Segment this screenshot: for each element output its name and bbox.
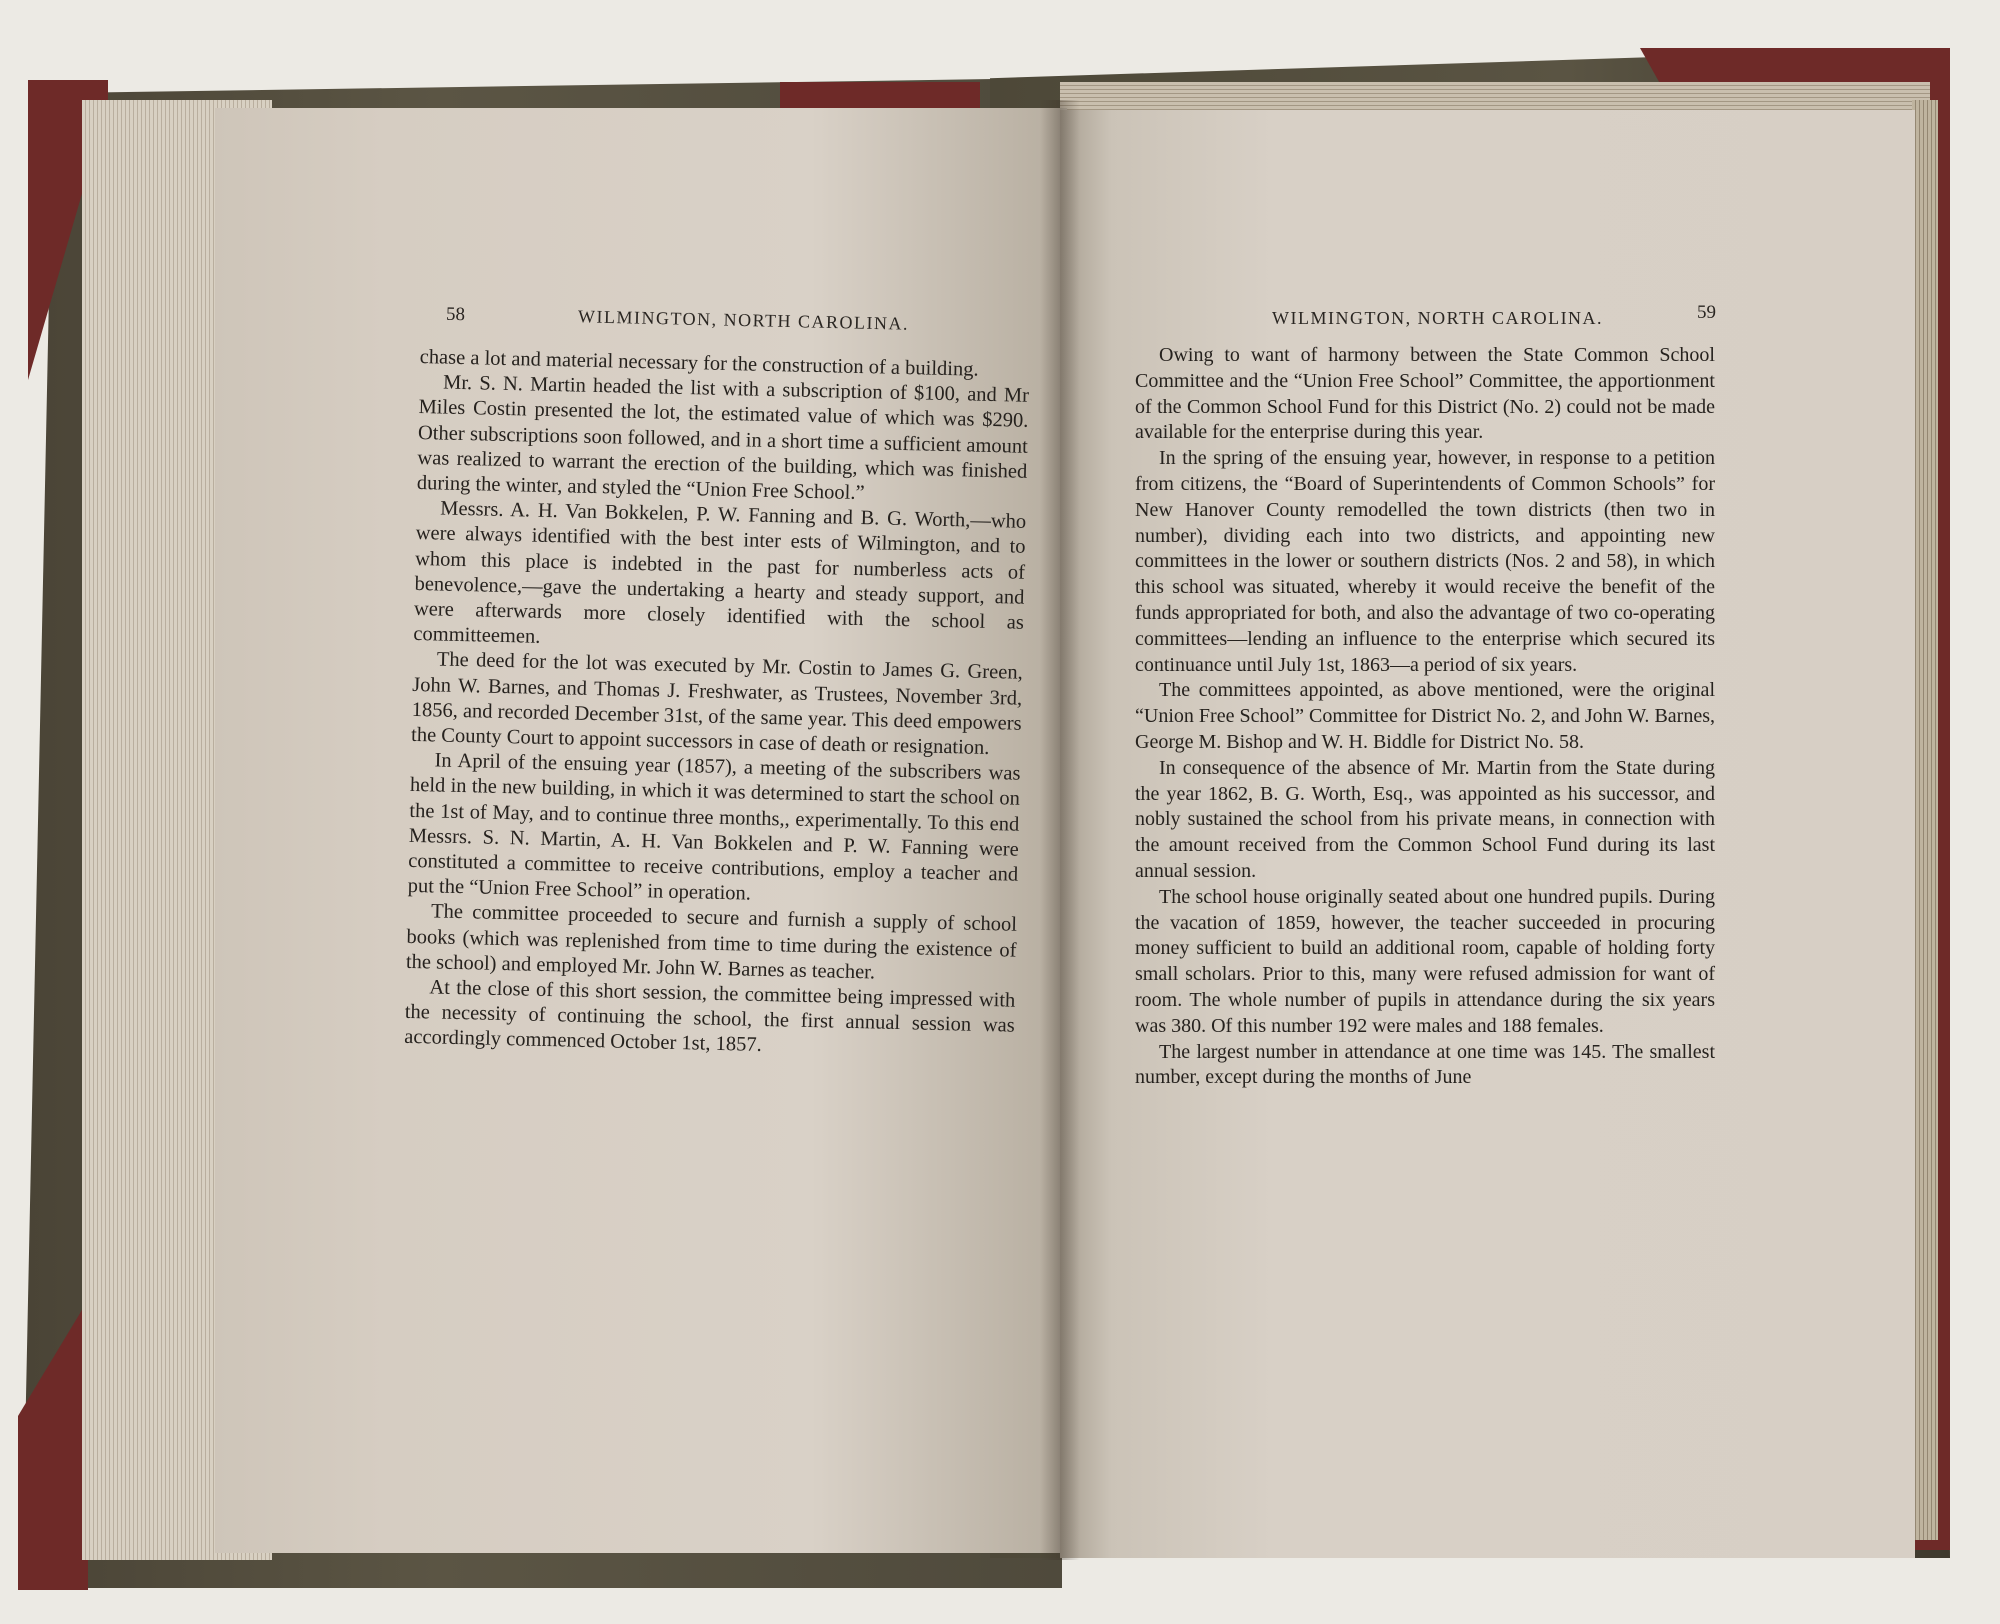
paragraph: Messrs. A. H. Van Bokkelen, P. W. Fanning and B. G. Worth,—who were always identified with the best inter ests of Wilmington, and to whom this place is indebted in the past for numberless acts of benevolence,—gave the undertaking a hearty and steady support, and were afterwards more closely identified with the school as committeemen. (413, 497, 1027, 649)
paragraph: In April of the ensuing year (1857), a meeting of the subscribers was held in the new building, in which it was determined to start the school on the 1st of May, and to continue three months,, experimentally. To this end Messrs. S. N. Martin, A. H. Van Bokkelen and P. W. Fanning were constituted a committee to receive contributions, employ a teacher and put the “Union Free School” in operation. (407, 749, 1021, 905)
right-page-body (1135, 343, 1715, 1091)
page-edges-right (1912, 100, 1938, 1540)
paragraph: The committee proceeded to secure and furnish a supply of school books (which was replenished from time to time during the existence of the school) and employed Mr. John W. Barnes as teacher. (405, 900, 1018, 984)
paragraph: In the spring of the ensuing year, however, in response to a petition from citizens, the “Board of Superintendents of Common Schools” for New Hanover County remodelled the town districts (then two in number), dividing each into two districts, and appointing new committees in the lower or southern districts (Nos. 2 and 58), in which this school was situated, whereby it would receive the benefit of the funds appropriated for both, and also the advantage of two co-operating committees—lending an influence to the enterprise which secured its continuance until July 1st, 1863—a period of six years. (1135, 447, 1715, 676)
paragraph: In consequence of the absence of Mr. Martin from the State during the year 1862, B. G. Worth, Esq., was appointed as his successor, and nobly sustained the school from his private means, in connection with the amount received from the Common School Fund during its last annual session. (1135, 756, 1715, 882)
paragraph: At the close of this short session, the committee being impressed with the necessity of continuing the school, the first annual session was accordingly commenced October 1st, 1857. (404, 976, 1016, 1057)
left-running-head: WILMINGTON, NORTH CAROLINA. (577, 306, 910, 334)
right-page-number: 59 (1697, 302, 1716, 323)
paragraph: The committees appointed, as above mentioned, were the original “Union Free School” Committee for District No. 2, and John W. Barnes, George M. Bishop and W. H. Biddle for District No. 58. (1135, 679, 1715, 753)
paragraph: The school house originally seated about one hundred pupils. During the vacation of 1859, however, the teacher succeeded in procuring money sufficient to build an additional room, capable of holding forty small scholars. Prior to this, many were refused admission for want of room. The whole number of pupils in attendance during the six years was 380. Of this number 192 were males and 188 females. (1135, 885, 1715, 1037)
paragraph: The deed for the lot was executed by Mr. Costin to James G. Green, John W. Barnes, and Thomas J. Freshwater, as Trustees, November 3rd, 1856, and recorded December 31st, of the same year. This deed empowers the County Court to appoint successors in case of death or resignation. (410, 648, 1023, 760)
right-running-head: WILMINGTON, NORTH CAROLINA. (1272, 308, 1604, 328)
paragraph: The largest number in attendance at one time was 145. The smallest number, except during the months of June (1135, 1040, 1715, 1089)
paragraph: chase a lot and material necessary for the construction of a building. (419, 345, 979, 381)
left-page-body (404, 345, 1030, 1064)
left-page-number: 58 (445, 303, 466, 326)
book-gutter (1040, 100, 1080, 1560)
paragraph: Mr. S. N. Martin headed the list with a subscription of $100, and Mr Miles Costin presented the lot, the estimated value of which was $290. Other subscriptions soon followed, and in a short time a sufficient amount was realized to warrant the erection of the building, which was finished during the winter, and styled the “Union Free School.” (416, 371, 1030, 505)
paragraph: Owing to want of harmony between the State Common School Committee and the “Union Free School” Committee, the apportionment of the Common School Fund for this District (No. 2) could not be made available for the enterprise during this year. (1135, 344, 1715, 444)
